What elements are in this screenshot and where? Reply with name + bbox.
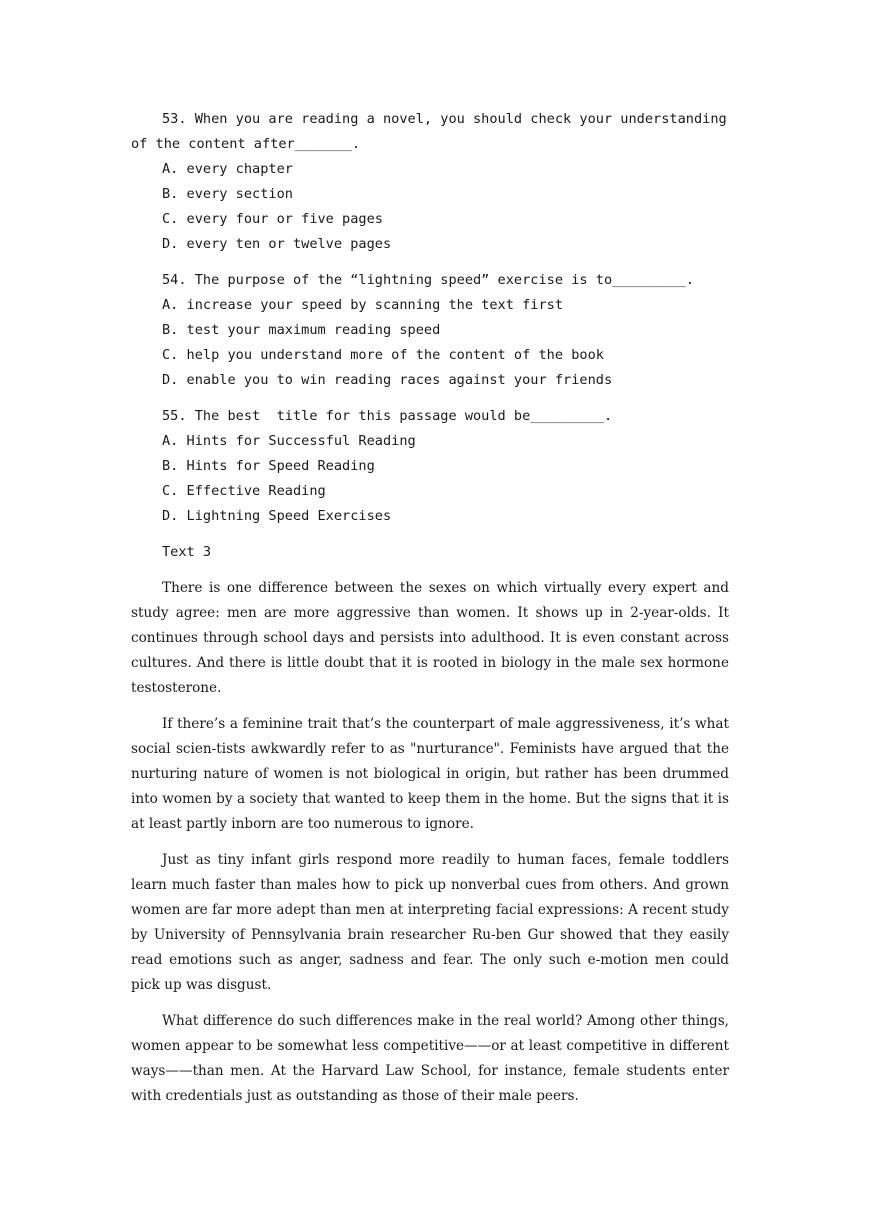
option-d: D. Lightning Speed Exercises [162,508,392,524]
page-content [131,107,729,1120]
option-c: C. every four or five pages [162,211,383,227]
option-b: B. Hints for Speed Reading [162,458,375,474]
answer-options [131,157,729,257]
answer-options [131,293,729,393]
option-b: B. test your maximum reading speed [162,322,441,338]
answer-options [131,429,729,529]
passage-paragraph: There is one difference between the sexes on which virtually every expert and study agree: men are more aggressive than women. It shows up in 2-year-olds. It continues through school days and persists into adulthood. It is even constant across cultures. And there is little doubt that it is rooted in biology in the male sex hormone testosterone. [131,580,729,696]
question-stem: 54. The purpose of the “lightning speed” exercise is to_________. [162,272,694,288]
option-a: A. Hints for Successful Reading [162,433,416,449]
passage-paragraph: What difference do such differences make in the real world? Among other things, women appear to be somewhat less competitive——or at least competitive in different ways——than men. At the Harvard Law School, for instance, female students enter with credentials just as outstanding as those of their male peers. [131,1013,729,1104]
option-d: D. every ten or twelve pages [162,236,392,252]
option-d: D. enable you to win reading races against your friends [162,372,613,388]
question-stem: 55. The best title for this passage would be_________. [162,408,613,424]
section-title: Text 3 [162,544,212,560]
passage-paragraph: If there’s a feminine trait that’s the counterpart of male aggressiveness, it’s what social scien-tists awkwardly refer to as "nurturance". Feminists have argued that the nurturing nature of women is not biological in origin, but rather has been drummed into women by a society that wanted to keep them in the home. But the signs that it is at least partly inborn are too numerous to ignore. [131,716,729,832]
option-b: B. every section [162,186,293,202]
option-a: A. every chapter [162,161,293,177]
option-a: A. increase your speed by scanning the text first [162,297,564,313]
reading-passage [131,576,729,1109]
question-54 [131,268,729,393]
option-c: C. help you understand more of the content of the book [162,347,604,363]
question-stem: 53. When you are reading a novel, you should check your understanding of the content after_______. [131,111,727,152]
question-53 [131,107,729,257]
question-55 [131,404,729,529]
option-c: C. Effective Reading [162,483,326,499]
passage-paragraph: Just as tiny infant girls respond more readily to human faces, female toddlers learn much faster than males how to pick up nonverbal cues from others. And grown women are far more adept than men at interpreting facial expressions: A recent study by University of Pennsylvania brain researcher Ru-ben Gur showed that they easily read emotions such as anger, sadness and fear. The only such e-motion men could pick up was disgust. [131,852,729,993]
